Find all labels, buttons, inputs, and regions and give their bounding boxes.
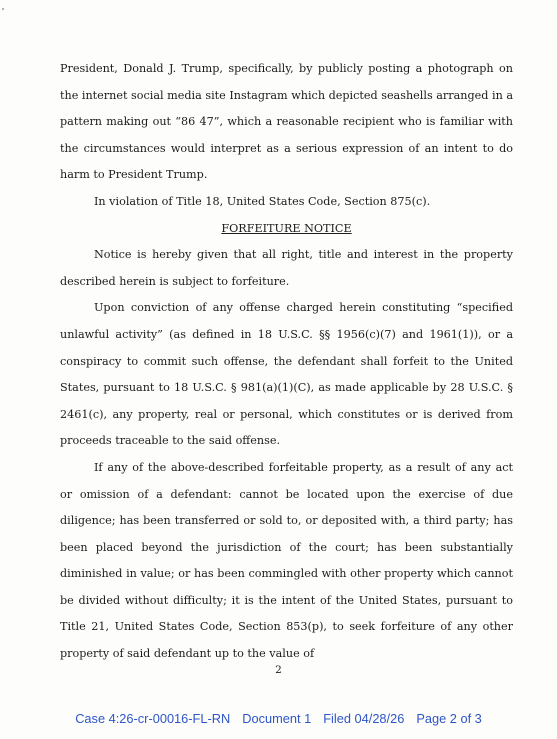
paragraph-violation-citation: In violation of Title 18, United States Code, Section 875(c).: [94, 194, 431, 208]
paragraph-substitute-property: If any of the above-described forfeitable property, as a result of any act or omission of a defendant: cannot be located upon the exercise of due diligence; has been transferred or sold to, or deposited with, a third party; has been placed beyond the jurisdiction of the court; has been substantially diminished in value; or has been commingled with other property which cannot be divided without difficulty; it is the intent of the United States, pursuant to Title 21, United States Code, Section 853(p), to seek forfeiture of any other property of said defendant up to the value of: [60, 460, 513, 661]
stamp-document: Document 1: [242, 711, 312, 726]
page-number: 2: [275, 664, 282, 676]
paragraph-notice: Notice is hereby given that all right, title and interest in the property described herein is subject to forfeiture.: [60, 248, 513, 288]
filing-stamp: [0, 711, 557, 726]
stamp-filed-date: Filed 04/28/26: [323, 711, 405, 726]
document-body: [60, 56, 513, 668]
stamp-case-number: Case 4:26-cr-00016-FL-RN: [75, 711, 231, 726]
paragraph-threat-description: President, Donald J. Trump, specifically, by publicly posting a photograph on the internet social media site Instagram which depicted seashells arranged in a pattern making out “86 47”, which a reasonable recipient who is familiar with the circumstances would interpret as a serious expression of an intent to do harm to President Trump.: [60, 62, 514, 182]
stamp-page: Page 2 of 3: [416, 711, 482, 726]
forfeiture-notice-heading: FORFEITURE NOTICE: [221, 221, 352, 235]
paragraph-conviction-forfeiture: Upon conviction of any offense charged herein constituting “specified unlawful activity” (as defined in 18 U.S.C. §§ 1956(c)(7) and 1961(1)), or a conspiracy to commit such offense, the defendant shall forfeit to the United States, pursuant to 18 U.S.C. § 981(a)(1)(C), as made applicable by 28 U.S.C. § 2461(c), any property, real or personal, which constitutes or is derived from proceeds traceable to the said offense.: [60, 301, 513, 448]
scan-mark: [2, 8, 4, 10]
